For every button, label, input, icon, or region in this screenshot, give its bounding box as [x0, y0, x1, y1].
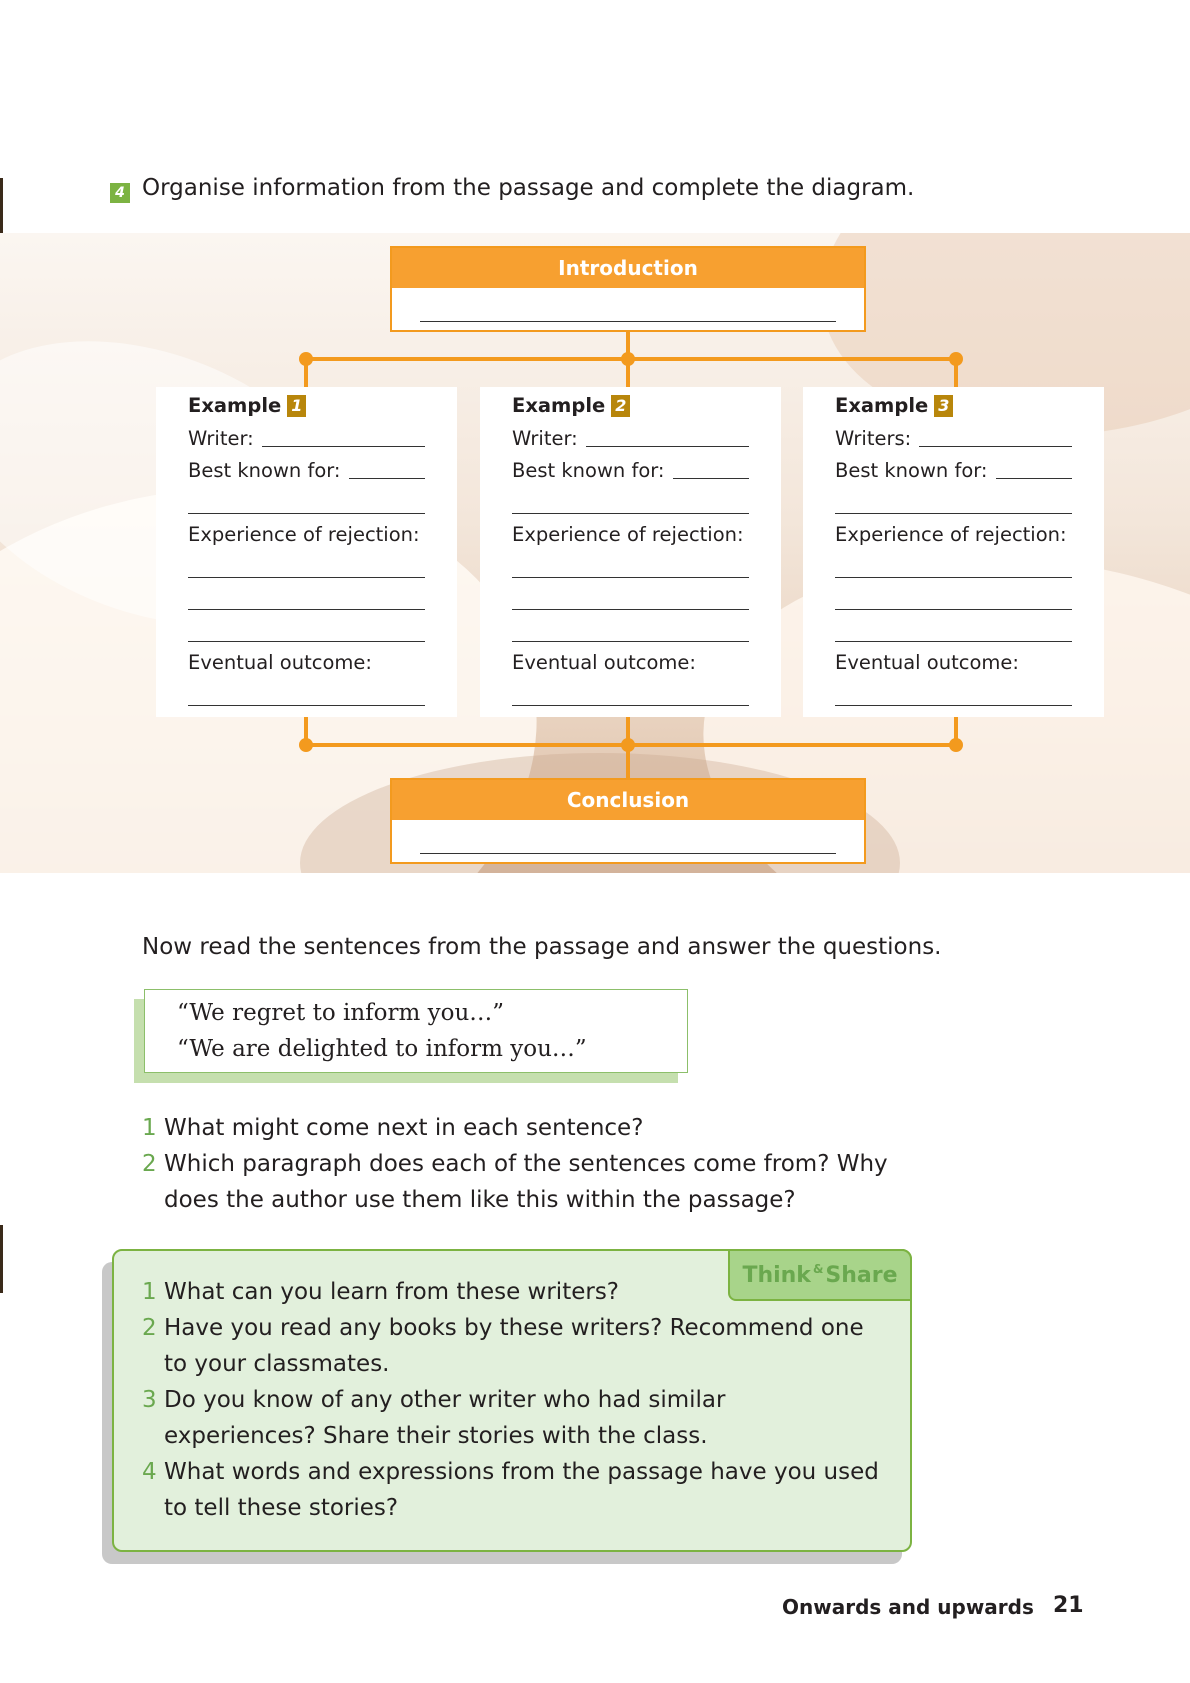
think-label: Think [742, 1262, 811, 1288]
example-number-badge: 3 [934, 395, 953, 417]
question-item: 3 Do you know of any other writer who had similar experiences? Share their stories with the class. [142, 1387, 726, 1449]
question-item: 4 What words and expressions from the passage have you used to tell these stories? [142, 1459, 879, 1521]
outcome-label: Eventual outcome: [512, 651, 696, 674]
introduction-answer-line[interactable] [420, 321, 836, 322]
share-label: Share [825, 1262, 898, 1288]
writer-answer-line[interactable] [262, 445, 425, 447]
writer-answer-line[interactable] [586, 445, 749, 447]
example-title: Example 2 [512, 394, 749, 417]
rejection-label: Experience of rejection: [512, 523, 744, 546]
writer-answer-line[interactable] [919, 445, 1072, 447]
rejection-answer-line[interactable] [188, 641, 425, 642]
rejection-answer-line[interactable] [835, 609, 1072, 610]
example-title: Example 3 [835, 394, 1072, 417]
best-known-answer-line[interactable] [188, 513, 425, 514]
task-number-badge: 4 [110, 183, 130, 203]
task-instruction: Organise information from the passage and complete the diagram. [142, 175, 915, 201]
example-card-2 [480, 387, 781, 717]
best-known-label: Best known for: [512, 459, 665, 482]
rejection-answer-line[interactable] [512, 609, 749, 610]
edge-tab-mark-top [0, 178, 3, 240]
example-number-badge: 2 [611, 395, 630, 417]
connector-dot [949, 352, 963, 366]
rejection-answer-line[interactable] [835, 641, 1072, 642]
best-known-answer-line[interactable] [512, 513, 749, 514]
quote-box [144, 989, 688, 1073]
footer-unit-title: Onwards and upwards [782, 1595, 1034, 1619]
edge-tab-mark-bottom [0, 1225, 3, 1293]
connector-dot [299, 352, 313, 366]
outcome-answer-line[interactable] [512, 705, 749, 706]
question-item: 1 What might come next in each sentence? [142, 1115, 644, 1141]
rejection-answer-line[interactable] [835, 577, 1072, 578]
best-known-answer-line[interactable] [835, 513, 1072, 514]
best-known-label: Best known for: [835, 459, 988, 482]
conclusion-answer-line[interactable] [420, 853, 836, 854]
question-item: 2 Which paragraph does each of the sentences come from? Why does the author use them like this within the passage? [142, 1151, 888, 1213]
writer-label: Writer: [512, 427, 578, 450]
best-known-label: Best known for: [188, 459, 341, 482]
rejection-label: Experience of rejection: [835, 523, 1067, 546]
reading-questions [142, 1110, 922, 1218]
rejection-answer-line[interactable] [512, 641, 749, 642]
connector-dot [949, 738, 963, 752]
outcome-answer-line[interactable] [188, 705, 425, 706]
example-card-3 [803, 387, 1104, 717]
outcome-label: Eventual outcome: [835, 651, 1019, 674]
connector-dot [621, 352, 635, 366]
best-known-answer-line[interactable] [673, 477, 749, 479]
quote-line: “We are delighted to inform you…” [177, 1036, 587, 1062]
quote-line: “We regret to inform you…” [177, 1000, 505, 1026]
rejection-answer-line[interactable] [188, 577, 425, 578]
writer-label: Writers: [835, 427, 912, 450]
introduction-box [390, 246, 866, 332]
example-title: Example 1 [188, 394, 425, 417]
think-share-questions [142, 1274, 882, 1526]
introduction-label: Introduction [392, 248, 864, 288]
conclusion-label: Conclusion [392, 780, 864, 820]
example-number-badge: 1 [287, 395, 306, 417]
writer-label: Writer: [188, 427, 254, 450]
conclusion-box [390, 778, 866, 864]
reading-instruction: Now read the sentences from the passage and answer the questions. [142, 934, 942, 960]
question-item: 1 What can you learn from these writers? [142, 1279, 620, 1305]
rejection-answer-line[interactable] [512, 577, 749, 578]
outcome-answer-line[interactable] [835, 705, 1072, 706]
best-known-answer-line[interactable] [349, 477, 425, 479]
connector-dot [299, 738, 313, 752]
question-item: 2 Have you read any books by these writers? Recommend one to your classmates. [142, 1315, 864, 1377]
best-known-answer-line[interactable] [996, 477, 1072, 479]
rejection-label: Experience of rejection: [188, 523, 420, 546]
example-card-1 [156, 387, 457, 717]
outcome-label: Eventual outcome: [188, 651, 372, 674]
lightbulb-icon: & [812, 1262, 824, 1276]
rejection-answer-line[interactable] [188, 609, 425, 610]
connector-dot [621, 738, 635, 752]
page-number: 21 [1053, 1593, 1084, 1618]
